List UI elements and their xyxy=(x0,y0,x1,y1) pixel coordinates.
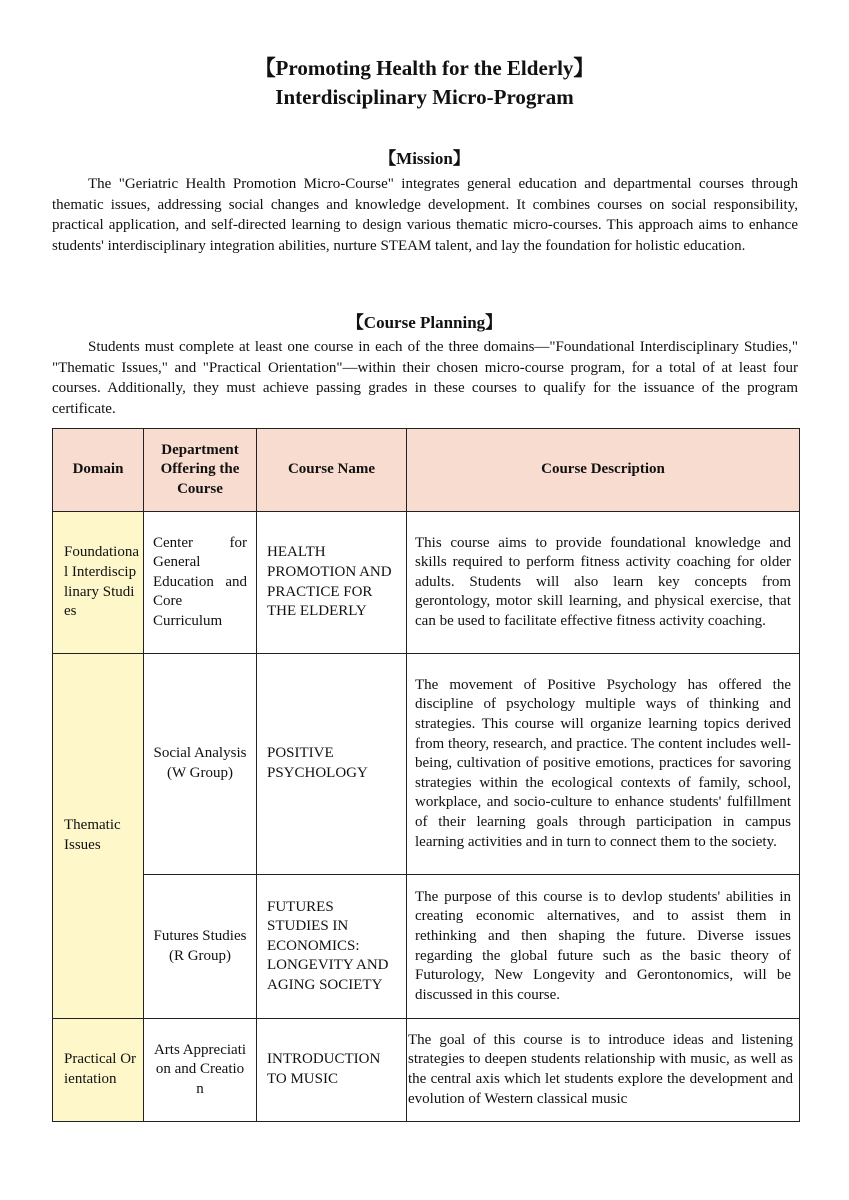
department-cell xyxy=(144,654,257,875)
course-table xyxy=(52,428,800,1122)
header-course-description: Course Description xyxy=(407,429,800,512)
domain-cell xyxy=(53,654,144,1019)
course-name-cell xyxy=(257,654,407,875)
mission-paragraph: The "Geriatric Health Promotion Micro-Course" integrates general education and departmental courses through thematic issues, addressing social changes and knowledge development. It combines courses on social responsibility, practical application, and self-directed learning to design various thematic micro-courses. This approach aims to enhance students' interdisciplinary integration abilities, nurture STEAM talent, and lay the foundation for holistic education. xyxy=(52,176,798,254)
domain-label: Foundational Interdisciplinary Studies xyxy=(64,544,139,620)
department-label: Social Analysis (W Group) xyxy=(153,745,247,781)
department-label: Center for General Education and Core Curriculum xyxy=(153,534,247,629)
header-domain: Domain xyxy=(53,429,144,512)
mission-heading: 【Mission】 xyxy=(379,149,470,168)
header-course-name: Course Name xyxy=(257,429,407,512)
course-description: This course aims to provide foundational knowledge and skills required to perform fitness activity coaching for older adults. Students will also learn key concepts from gerontology, motor skill learning, and physical exercise, that can be used to facilitate effective fitness activity coaching. xyxy=(415,534,791,629)
course-description: The movement of Positive Psychology has offered the discipline of psychology multiple ways of thinking and strategies. This course will organize learning topics derived from theory, research, and practice. The content includes well-being, cultivation of positive emotions, practices for savoring strategies within the ecological contexts of family, school, workplace, and socio-culture to enhance students' fulfillment of their learning goals through participation in campus learning activities and in turn to connect them to the society. xyxy=(415,676,791,850)
table-row xyxy=(53,512,800,654)
course-name-cell xyxy=(257,875,407,1019)
table-header-row xyxy=(53,429,800,512)
table-row xyxy=(53,1019,800,1122)
domain-label: Practical Orientation xyxy=(64,1051,137,1087)
department-label: Arts Appreciation and Creation xyxy=(153,1041,247,1097)
course-description-cell xyxy=(407,512,800,654)
domain-cell xyxy=(53,1019,144,1122)
document-subtitle: Interdisciplinary Micro-Program xyxy=(275,85,574,109)
document-title: 【Promoting Health for the Elderly】 xyxy=(254,56,595,80)
course-description-cell xyxy=(407,1019,800,1122)
course-description-cell xyxy=(407,875,800,1019)
course-name-cell xyxy=(257,1019,407,1122)
course-name: FUTURES STUDIES IN ECONOMICS: LONGEVITY AND AGING SOCIETY xyxy=(267,898,389,993)
domain-cell xyxy=(53,512,144,654)
course-name: HEALTH PROMOTION AND PRACTICE FOR THE ELDERLY xyxy=(267,544,392,620)
domain-label: Thematic Issues xyxy=(64,817,121,853)
course-description-cell xyxy=(407,654,800,875)
course-planning-heading: 【Course Planning】 xyxy=(346,313,503,332)
course-name: POSITIVE PSYCHOLOGY xyxy=(267,745,368,781)
course-planning-paragraph: Students must complete at least one course in each of the three domains—"Foundational Interdisciplinary Studies," "Thematic Issues," and "Practical Orientation"—within their chosen micro-course program, for a total of at least four courses. Additionally, they must achieve passing grades in these courses to qualify for the issuance of the program certificate. xyxy=(52,339,798,417)
department-cell xyxy=(144,1019,257,1122)
course-description: The goal of this course is to introduce ideas and listening strategies to deepen students relationship with music, as well as the central axis which let students explore the development and evolution of Western classical music xyxy=(408,1031,793,1107)
header-department: Department Offering the Course xyxy=(144,429,257,512)
table-row xyxy=(53,875,800,1019)
course-name-cell xyxy=(257,512,407,654)
table-row xyxy=(53,654,800,875)
department-label: Futures Studies (R Group) xyxy=(153,927,247,964)
course-description: The purpose of this course is to devlop students' abilities in creating economic alternatives, and to assist them in rethinking and then shaping the future. Diverse issues regarding the global future such as the basic theory of Futurology, New Longevity and Gerontonomics, will be discussed in this course. xyxy=(415,888,791,1003)
department-cell xyxy=(144,512,257,654)
course-name: INTRODUCTION TO MUSIC xyxy=(267,1051,381,1087)
department-cell xyxy=(144,875,257,1019)
